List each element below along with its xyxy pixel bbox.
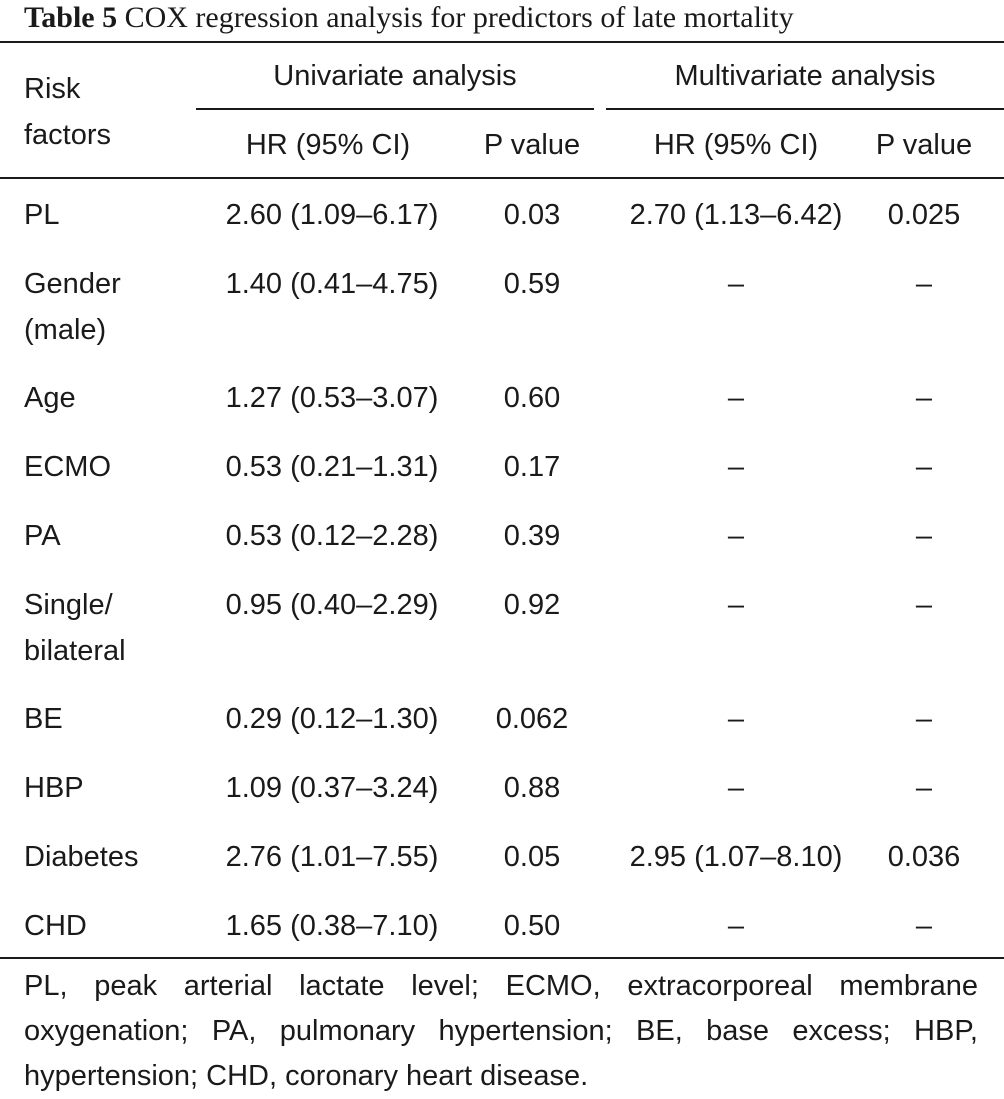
hr-multivariate-cell: – bbox=[727, 451, 745, 483]
hr-univariate-cell: 1.09 (0.37–3.24) bbox=[225, 772, 439, 804]
p-univariate-cell: 0.50 bbox=[503, 910, 561, 942]
p-multivariate-cell: 0.036 bbox=[887, 841, 961, 873]
multivariate-rule bbox=[606, 108, 1004, 110]
header-hr-multivariate: HR (95% CI) bbox=[653, 129, 819, 161]
hr-univariate-cell: 1.27 (0.53–3.07) bbox=[225, 382, 439, 414]
header-p-univariate: P value bbox=[483, 129, 581, 161]
hr-multivariate-cell: 2.95 (1.07–8.10) bbox=[629, 841, 843, 873]
hr-univariate-cell: 2.60 (1.09–6.17) bbox=[225, 199, 439, 231]
hr-univariate-cell: 2.76 (1.01–7.55) bbox=[225, 841, 439, 873]
risk-factor-cell: CHD bbox=[24, 910, 87, 942]
table-footnote: PL, peak arterial lactate level; ECMO, extracorporeal membrane oxygenation; PA, pulmonary hypertension; BE, base excess; HBP, hypertension; CHD, coronary heart disease. bbox=[24, 970, 978, 1092]
risk-factor-cell: BE bbox=[24, 703, 63, 735]
p-univariate-cell: 0.03 bbox=[503, 199, 561, 231]
p-univariate-cell: 0.88 bbox=[503, 772, 561, 804]
p-multivariate-cell: – bbox=[915, 910, 933, 942]
table-caption bbox=[24, 0, 794, 36]
header-risk-factors: Risk factors bbox=[24, 73, 112, 151]
hr-multivariate-cell: – bbox=[727, 772, 745, 804]
hr-univariate-cell: 1.65 (0.38–7.10) bbox=[225, 910, 439, 942]
p-multivariate-cell: – bbox=[915, 451, 933, 483]
hr-multivariate-cell: – bbox=[727, 382, 745, 414]
p-multivariate-cell: – bbox=[915, 589, 933, 621]
hr-multivariate-cell: – bbox=[727, 520, 745, 552]
p-multivariate-cell: – bbox=[915, 382, 933, 414]
header-univariate: Univariate analysis bbox=[273, 60, 517, 92]
top-rule bbox=[0, 41, 1004, 43]
risk-factor-cell: HBP bbox=[24, 772, 84, 804]
p-univariate-cell: 0.92 bbox=[503, 589, 561, 621]
hr-multivariate-cell: – bbox=[727, 703, 745, 735]
p-multivariate-cell: – bbox=[915, 772, 933, 804]
table-caption-label: Table 5 bbox=[24, 1, 118, 34]
p-multivariate-cell: – bbox=[915, 268, 933, 300]
risk-factor-cell: Age bbox=[24, 382, 76, 414]
header-multivariate: Multivariate analysis bbox=[674, 60, 936, 92]
header-p-multivariate: P value bbox=[875, 129, 973, 161]
p-univariate-cell: 0.39 bbox=[503, 520, 561, 552]
table-caption-text: COX regression analysis for predictors of late mortality bbox=[124, 1, 794, 34]
p-univariate-cell: 0.17 bbox=[503, 451, 561, 483]
bottom-rule bbox=[0, 957, 1004, 959]
p-multivariate-cell: – bbox=[915, 703, 933, 735]
hr-univariate-cell: 1.40 (0.41–4.75) bbox=[225, 268, 439, 300]
hr-multivariate-cell: – bbox=[727, 268, 745, 300]
hr-multivariate-cell: 2.70 (1.13–6.42) bbox=[629, 199, 843, 231]
p-multivariate-cell: 0.025 bbox=[887, 199, 961, 231]
header-hr-univariate: HR (95% CI) bbox=[245, 129, 411, 161]
hr-univariate-cell: 0.95 (0.40–2.29) bbox=[225, 589, 439, 621]
univariate-rule bbox=[196, 108, 594, 110]
risk-factor-cell: PL bbox=[24, 199, 60, 231]
p-univariate-cell: 0.062 bbox=[495, 703, 569, 735]
header-rule bbox=[0, 177, 1004, 179]
risk-factor-cell: Gender (male) bbox=[24, 268, 121, 346]
hr-univariate-cell: 0.53 (0.21–1.31) bbox=[225, 451, 439, 483]
p-univariate-cell: 0.59 bbox=[503, 268, 561, 300]
risk-factor-cell: Diabetes bbox=[24, 841, 139, 873]
hr-univariate-cell: 0.53 (0.12–2.28) bbox=[225, 520, 439, 552]
p-univariate-cell: 0.05 bbox=[503, 841, 561, 873]
hr-univariate-cell: 0.29 (0.12–1.30) bbox=[225, 703, 439, 735]
risk-factor-cell: PA bbox=[24, 520, 61, 552]
risk-factor-cell: Single/ bilateral bbox=[24, 589, 126, 667]
hr-multivariate-cell: – bbox=[727, 589, 745, 621]
p-univariate-cell: 0.60 bbox=[503, 382, 561, 414]
p-multivariate-cell: – bbox=[915, 520, 933, 552]
hr-multivariate-cell: – bbox=[727, 910, 745, 942]
risk-factor-cell: ECMO bbox=[24, 451, 111, 483]
